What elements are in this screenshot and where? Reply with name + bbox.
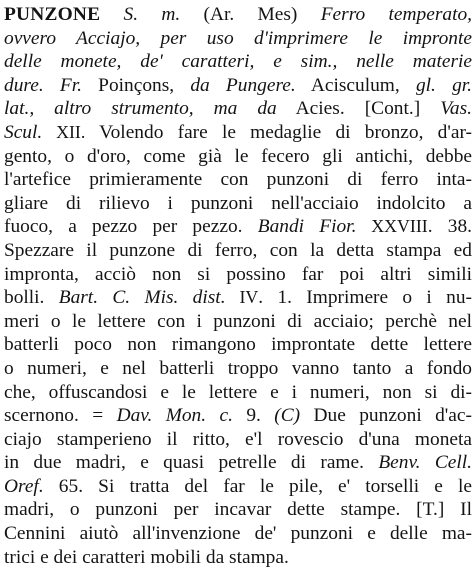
italic-segment: lat., altro strumento, ma da xyxy=(4,98,277,120)
text-segment: 65. Si tratta del far le pile, e' torselli e le xyxy=(43,475,472,497)
text-segment: Acies. [Cont.] xyxy=(276,98,441,120)
entry-line xyxy=(4,27,472,51)
text-segment: (Ar. Mes) xyxy=(180,4,321,25)
text-segment: 9. xyxy=(232,405,275,427)
italic-segment: Vas. xyxy=(440,98,472,120)
text-segment: Volendo fare le medaglie di bronzo, d'ar- xyxy=(99,121,472,143)
entry-line xyxy=(4,168,472,192)
entry-body xyxy=(4,3,472,569)
entry-line xyxy=(4,215,472,239)
italic-segment: Benv. Cell. xyxy=(378,452,473,474)
entry-line xyxy=(4,50,472,74)
entry-line xyxy=(4,404,472,428)
italic-segment: delle monete, de' caratteri, e sim., nelle materie xyxy=(4,51,472,73)
italic-segment: Bandi Fior. xyxy=(257,216,357,238)
text-segment: Poinçons, xyxy=(81,74,191,96)
text-segment: Spezzare il punzone di ferro, con la detta stampa ed xyxy=(4,239,472,261)
text-segment: o numeri, e nel batterli troppo vanno tanto a fondo xyxy=(4,357,472,379)
entry-line xyxy=(4,3,472,27)
text-segment: scernono. = xyxy=(4,405,117,427)
text-segment: bolli. xyxy=(4,287,59,309)
italic-segment: Ferro temperato, xyxy=(320,4,472,25)
text-segment: gento, o d'oro, come già le fecero gli antichi, debbe xyxy=(4,145,472,167)
entry-line xyxy=(4,121,472,145)
text-segment: . 38. xyxy=(427,216,473,238)
italic-segment: dure. Fr. xyxy=(4,74,82,96)
text-segment: Cennini aiutò all'invenzione de' punzoni e delle ma- xyxy=(4,523,472,545)
text-segment: che, offuscandosi e le lettere e i numeri, non si di- xyxy=(4,381,472,403)
roman-numeral: XII. xyxy=(42,121,100,142)
entry-line xyxy=(4,74,472,98)
text-segment xyxy=(100,4,123,25)
entry-line xyxy=(4,498,472,522)
entry-line xyxy=(4,192,472,216)
entry-line xyxy=(4,381,472,405)
entry-line xyxy=(4,239,472,263)
text-segment: in due madri, e quasi petrelle di rame. xyxy=(4,452,379,474)
text-segment: . 1. Imprimere o i nu- xyxy=(258,287,472,309)
text-segment: trici e dei caratteri mobili da stampa. xyxy=(4,546,289,568)
roman-numeral: IV xyxy=(225,287,259,308)
italic-segment: S. m. xyxy=(123,4,181,25)
italic-segment: Scul. xyxy=(4,121,43,143)
text-segment: madri, o punzoni per incavar dette stampe. [T.] Il xyxy=(4,499,472,521)
text-segment: batterli poco non rimangono improntate dette lettere xyxy=(4,334,472,356)
text-segment: Acisculum, xyxy=(295,74,416,96)
text-segment: ciajo stamperieno il ritto, e'l rovescio d'una moneta xyxy=(4,428,472,450)
italic-segment: ovvero Acciajo, per uso d'imprimere le impronte xyxy=(4,27,472,49)
roman-numeral: XXVIII xyxy=(356,216,428,237)
entry-line xyxy=(4,145,472,169)
text-segment: impronta, acciò non si possino far poi altri simili xyxy=(4,263,472,285)
entry-line xyxy=(4,357,472,381)
entry-line xyxy=(4,333,472,357)
italic-segment: (C) xyxy=(274,405,301,427)
entry-line xyxy=(4,310,472,334)
dictionary-entry xyxy=(4,3,472,569)
text-segment: Due punzoni d'ac- xyxy=(300,405,472,427)
italic-segment: da Pungere. xyxy=(190,74,296,96)
headword: PUNZONE xyxy=(4,4,101,25)
italic-segment: Bart. C. Mis. dist. xyxy=(58,287,226,309)
text-segment: gliare di rilievo i punzoni nell'acciaio indolcito a xyxy=(4,192,472,214)
italic-segment: Oref. xyxy=(4,475,44,497)
entry-line xyxy=(4,546,472,569)
italic-segment: Dav. Mon. c. xyxy=(116,405,233,427)
entry-line xyxy=(4,263,472,287)
text-segment: l'artefice primieramente con punzoni di ferro inta- xyxy=(4,169,472,191)
entry-line xyxy=(4,475,472,499)
entry-line xyxy=(4,97,472,121)
entry-line xyxy=(4,428,472,452)
italic-segment: gl. gr. xyxy=(415,74,473,96)
text-segment: meri o le lettere con i punzoni di acciaio; perchè nel xyxy=(4,310,472,332)
text-segment: fuoco, a pezzo per pezzo. xyxy=(4,216,258,238)
entry-line xyxy=(4,522,472,546)
entry-line xyxy=(4,451,472,475)
entry-line xyxy=(4,286,472,310)
